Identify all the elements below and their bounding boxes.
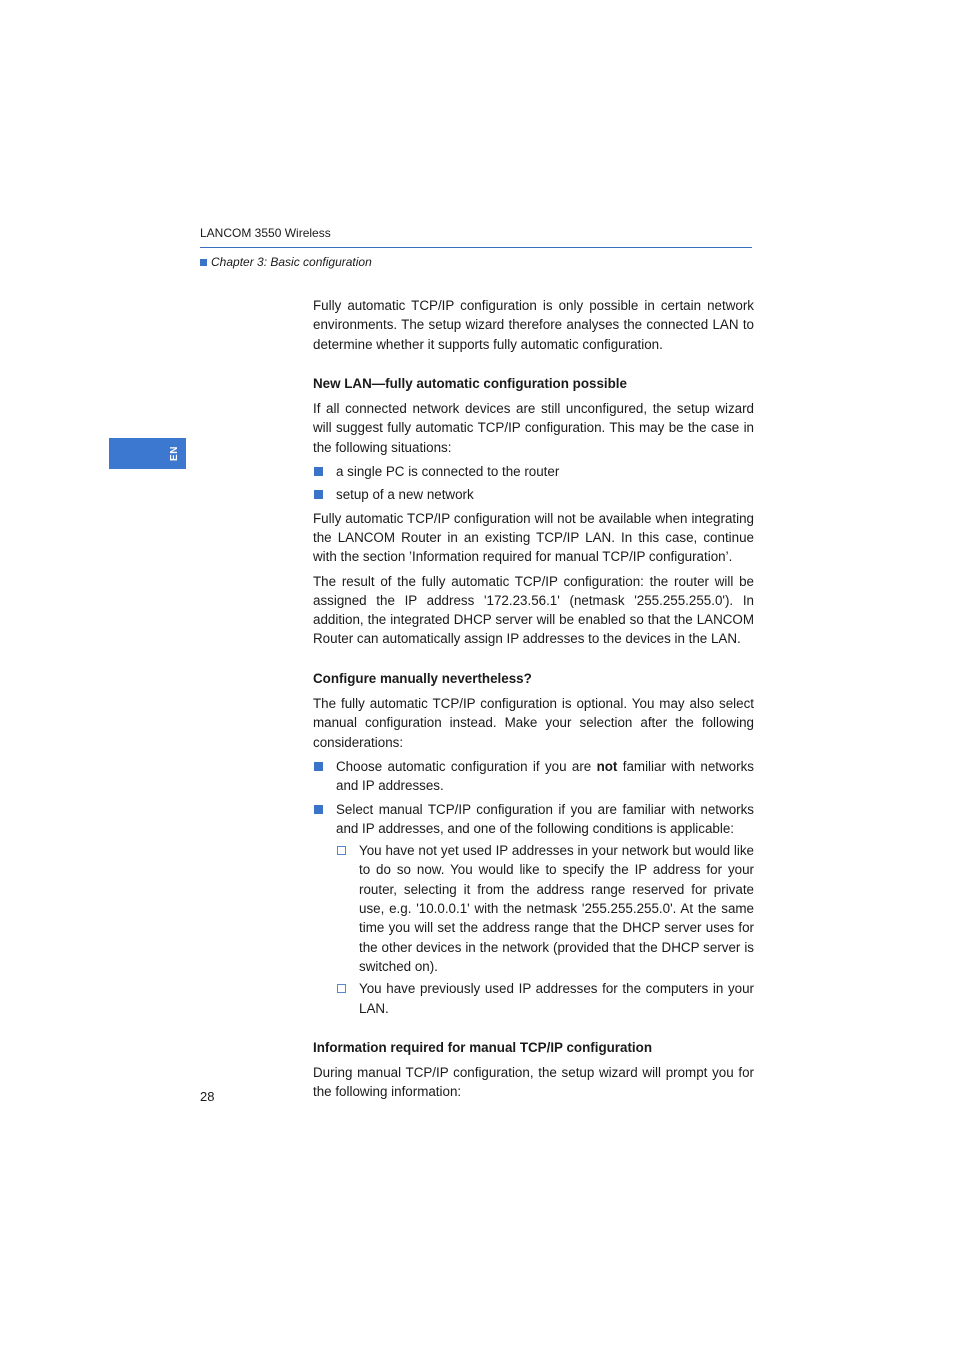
section-heading-new-lan: New LAN—fully automatic configuration possible [313,375,627,391]
square-bullet-icon [200,259,207,266]
header-divider [200,247,752,248]
page-body [313,296,754,1107]
paragraph: The result of the fully automatic TCP/IP configuration: the router will be assigned the IP address '172.23.56.1' (netmask '255.255.255.0'). In addition, the integrated DHCP server will be enabled so that the LANCOM Router can automatically assign IP addresses to the devices in the LAN. [313,573,754,647]
intro-paragraph: Fully automatic TCP/IP configuration is only possible in certain network environments. The setup wizard therefore analyses the connected LAN to determine whether it supports fully automatic configuration. [313,298,754,352]
page-number: 28 [200,1089,215,1104]
chapter-text: Chapter 3: Basic configuration [211,255,372,269]
paragraph: During manual TCP/IP configuration, the setup wizard will prompt you for the following information: [313,1065,754,1100]
list-item: a single PC is connected to the router [313,462,754,481]
sub-list [336,841,754,1018]
section-heading-configure-manually: Configure manually nevertheless? [313,670,532,686]
sub-list-item: You have not yet used IP addresses in your network but would like to do so now. You would like to specify the IP address for your router, selecting it from the address range reserved for private use, e.g. '10.0.0.1' with the netmask '255.255.255.0'. At the same time you will set the address range that the DHCP server uses for the other devices in the network (provided that the DHCP server is switched on). [336,841,754,976]
square-bullet-icon [314,762,323,771]
square-bullet-icon [314,467,323,476]
section-heading-information-required: Information required for manual TCP/IP configuration [313,1039,653,1055]
list-item: Select manual TCP/IP configuration if you are familiar with networks and IP addresses, and one of the following conditions is applicable: You have not yet used IP addresses in your network but would like to do so now. You would like to specify the IP address for your router, selecting it from the address range reserved for private use, e.g. '10.0.0.1' with the netmask '255.255.255.0'. At the same time you will set the address range that the DHCP server uses for the other devices in the network (provided that the DHCP server is switched on). You have previously used IP addresses for the computers in your LAN. [313,800,754,1018]
hollow-square-bullet-icon [337,846,346,855]
sub-list-item: You have previously used IP addresses for the computers in your LAN. [336,979,754,1018]
bullet-list [313,757,754,1018]
language-tab [109,438,186,469]
paragraph: If all connected network devices are still unconfigured, the setup wizard will suggest fully automatic TCP/IP configuration. This may be the case in the following situations: [313,401,754,455]
bullet-list [313,462,754,505]
language-tab-label: EN [169,446,181,461]
paragraph: The fully automatic TCP/IP configuration is optional. You may also select manual configuration instead. Make your selection after the following considerations: [313,696,754,750]
chapter-label [200,255,372,269]
paragraph: Fully automatic TCP/IP configuration will not be available when integrating the LANCOM Router in an existing TCP/IP LAN. In this case, continue with the section ’Information required for manual TCP/IP configuration’. [313,510,754,565]
list-item: setup of a new network [313,485,754,504]
hollow-square-bullet-icon [337,984,346,993]
square-bullet-icon [314,805,323,814]
square-bullet-icon [314,490,323,499]
running-header-title: LANCOM 3550 Wireless [200,226,331,240]
list-item: Choose automatic configuration if you are not familiar with networks and IP addresses. [313,757,754,796]
